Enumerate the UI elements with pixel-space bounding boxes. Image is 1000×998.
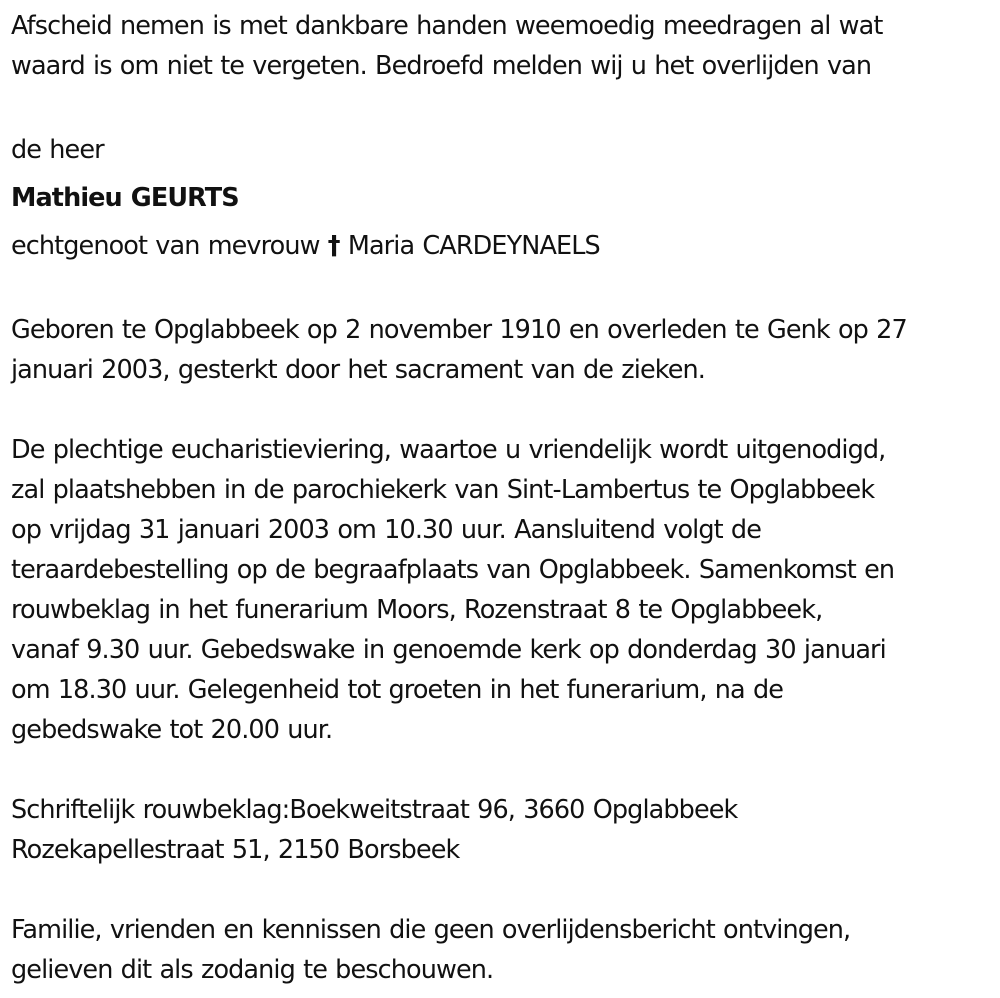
intro-line-2: waard is om niet te vergeten. Bedroefd melden wij u het overlijden van bbox=[11, 51, 872, 81]
ceremony-line-8: gebedswake tot 20.00 uur. bbox=[11, 715, 333, 745]
spouse-prefix: echtgenoot van mevrouw bbox=[11, 231, 320, 261]
closing-line-2: gelieven dit als zodanig te beschouwen. bbox=[11, 955, 494, 985]
condolence-line-1: Schriftelijk rouwbeklag:Boekweitstraat 96, 3660 Opglabbeek bbox=[11, 795, 738, 825]
spouse-line bbox=[11, 222, 996, 270]
spacer bbox=[11, 270, 996, 310]
ceremony-line-6: vanaf 9.30 uur. Gebedswake in genoemde kerk op donderdag 30 januari bbox=[11, 635, 886, 665]
ceremony-line-3: op vrijdag 31 januari 2003 om 10.30 uur. Aansluitend volgt de bbox=[11, 515, 761, 545]
closing-line-1: Familie, vrienden en kennissen die geen overlijdensbericht ontvingen, bbox=[11, 915, 851, 945]
ceremony-line-1: De plechtige eucharistieviering, waartoe u vriendelijk wordt uitgenodigd, bbox=[11, 435, 886, 465]
ceremony-line-5: rouwbeklag in het funerarium Moors, Rozenstraat 8 te Opglabbeek, bbox=[11, 595, 823, 625]
ceremony-line-4: teraardebestelling op de begraafplaats van Opglabbeek. Samenkomst en bbox=[11, 555, 895, 585]
deceased-name: Mathieu GEURTS bbox=[11, 183, 239, 213]
ceremony-line-2: zal plaatshebben in de parochiekerk van Sint-Lambertus te Opglabbeek bbox=[11, 475, 875, 505]
spacer bbox=[11, 870, 996, 910]
spacer bbox=[11, 86, 996, 126]
intro-line-1: Afscheid nemen is met dankbare handen weemoedig meedragen al wat bbox=[11, 11, 883, 41]
spacer bbox=[11, 750, 996, 790]
cross-icon: † bbox=[327, 231, 340, 261]
condolence-line-2: Rozekapellestraat 51, 2150 Borsbeek bbox=[11, 835, 460, 865]
birth-death-line-1: Geboren te Opglabbeek op 2 november 1910 en overleden te Genk op 27 bbox=[11, 315, 907, 345]
birth-death-line-2: januari 2003, gesterkt door het sacrament van de zieken. bbox=[11, 355, 705, 385]
death-notice bbox=[11, 6, 996, 990]
spacer bbox=[11, 390, 996, 430]
deceased-title: de heer bbox=[11, 135, 104, 165]
ceremony-line-7: om 18.30 uur. Gelegenheid tot groeten in het funerarium, na de bbox=[11, 675, 784, 705]
spouse-name: Maria CARDEYNAELS bbox=[347, 231, 600, 261]
